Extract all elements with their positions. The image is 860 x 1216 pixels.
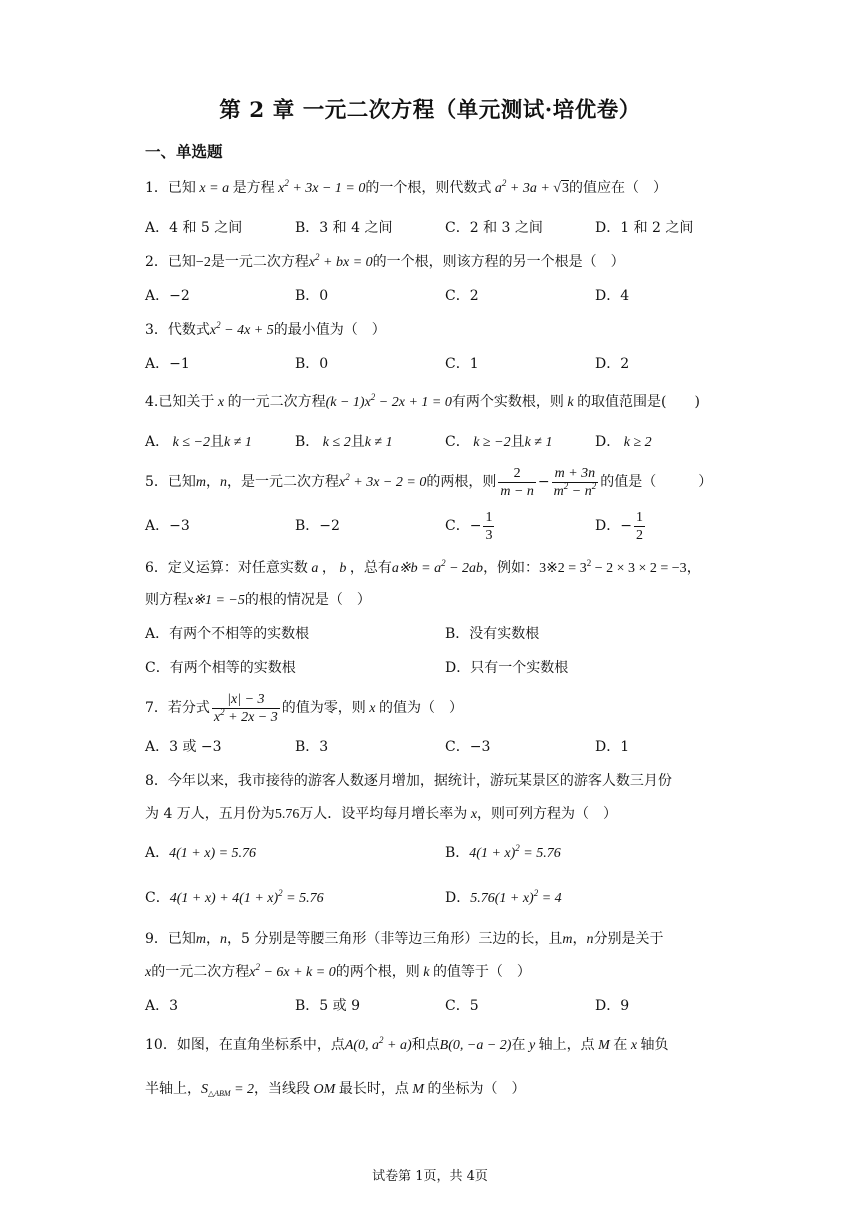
- math-expression: x: [214, 395, 228, 410]
- math-expression: $x^2 + 3x - 1 = 0$: [274, 178, 366, 196]
- question-text: 的根的情况是（ ）: [244, 592, 371, 608]
- question-text: 是方程: [232, 180, 275, 196]
- math-expression: m: [562, 932, 573, 947]
- option-b[interactable]: B．3 和 4 之间: [295, 220, 393, 236]
- option-d[interactable]: D．$5.76(1 + x)^2 = 4$: [445, 888, 562, 906]
- question-10-line-2: [145, 1079, 526, 1100]
- option-a[interactable]: A．有两个不相等的实数根: [145, 626, 310, 642]
- option-c[interactable]: C．有两个相等的实数根: [145, 660, 296, 676]
- question-text: 的一元二次方程: [227, 394, 326, 410]
- option-a[interactable]: A． k ≤ −2且k ≠ 1: [145, 434, 252, 450]
- math-expression: x: [467, 807, 478, 822]
- option-c[interactable]: C．2: [445, 288, 479, 304]
- math-expression: $x^2 - 4x + 5$: [209, 320, 274, 338]
- math-expression: m: [195, 475, 207, 490]
- question-text: 的值等于（ ）: [432, 964, 531, 980]
- question-10: [145, 1035, 669, 1056]
- question-text: 5 分别是等腰三角形（非等边三角形）三边的长，且: [241, 931, 563, 947]
- math-expression: x: [145, 965, 152, 980]
- question-text: 的一元二次方程: [151, 964, 250, 980]
- fraction: $\frac{|x| - 3}{x^2 + 2x - 3}$: [213, 691, 278, 725]
- question-text: 是一元二次方程: [241, 474, 340, 490]
- question-3: [145, 320, 386, 341]
- option-b[interactable]: B．5 或 9: [295, 998, 361, 1014]
- math-expression: k: [419, 965, 433, 980]
- question-8: [145, 771, 672, 791]
- option-d[interactable]: D．4: [595, 288, 630, 304]
- option-d[interactable]: D．只有一个实数根: [445, 660, 569, 676]
- section-heading: 一、单选题: [145, 142, 223, 161]
- question-number: 2．: [145, 254, 168, 270]
- math-expression: $x^2 - 6x + k = 0$: [249, 962, 336, 980]
- question-number: 6．: [145, 560, 168, 576]
- math-expression: m: [195, 932, 207, 947]
- question-text: 今年以来，我市接待的游客人数逐月增加，据统计，游玩某景区的游客人数三月份: [167, 773, 672, 789]
- question-text: 的一个根，则该方程的另一个根是（ ）: [372, 254, 625, 270]
- math-expression: M: [594, 1038, 614, 1053]
- question-text: 已知: [167, 474, 196, 490]
- math-expression: $a^2 + 3a + √3$: [491, 178, 569, 196]
- option-d[interactable]: D．9: [595, 998, 630, 1014]
- question-number: 10．: [145, 1037, 177, 1053]
- option-c[interactable]: C．5: [445, 998, 479, 1014]
- question-text: 的两根，则: [426, 474, 497, 490]
- option-a[interactable]: A．3 或 −3: [145, 739, 222, 755]
- option-c[interactable]: C．− $\frac{1}{3}$: [445, 509, 493, 543]
- question-text: 代数式: [167, 322, 210, 338]
- option-d[interactable]: D．1: [595, 739, 630, 755]
- option-a[interactable]: A．3: [145, 998, 179, 1014]
- option-a[interactable]: A．4 和 5 之间: [145, 220, 243, 236]
- math-expression: $S_{\triangle ABM} = 2$: [201, 1082, 255, 1098]
- question-text: ，: [686, 560, 701, 576]
- question-number: 8．: [145, 773, 168, 789]
- option-b[interactable]: B． k ≤ 2且k ≠ 1: [295, 434, 393, 450]
- question-text: 轴上，点: [538, 1037, 595, 1053]
- question-number: 5．: [145, 474, 168, 490]
- question-text: 的最小值为（ ）: [273, 322, 386, 338]
- math-expression: y: [525, 1038, 539, 1053]
- question-text: 为 4 万人，五月份为: [145, 806, 275, 822]
- math-expression: B(0, −a − 2): [439, 1038, 512, 1053]
- question-8-line-2: [145, 804, 617, 825]
- question-text: 在: [511, 1037, 526, 1053]
- question-text: ，例如：: [483, 560, 540, 576]
- question-text: 则方程: [145, 592, 187, 608]
- question-6: 6．定义运算：对任意实数 a ， b ，总有a※b = $a^2 - 2ab$，例如：3※2 = $3^2 - 2 \times 3 \times 2 = -3$，: [145, 558, 701, 576]
- math-expression: −2: [195, 255, 211, 270]
- question-text: 万人．设平均每月增长率为: [299, 806, 468, 822]
- fraction: $\frac{2}{m - n}$: [500, 465, 534, 499]
- question-text: ，总有: [349, 560, 392, 576]
- option-d[interactable]: D．1 和 2 之间: [595, 220, 694, 236]
- question-text: 的值是（ ）: [600, 474, 713, 490]
- question-text: 轴负: [640, 1037, 669, 1053]
- option-c[interactable]: C．2 和 3 之间: [445, 220, 543, 236]
- question-text: 定义运算：对任意实数: [167, 560, 308, 576]
- question-text: ，则可列方程为（ ）: [477, 806, 618, 822]
- page-footer: 试卷第 1页，共 4页: [372, 1169, 488, 1184]
- option-a[interactable]: A．4(1 + x) = 5.76: [145, 845, 257, 861]
- question-text: 在: [613, 1037, 628, 1053]
- math-expression: x = a: [195, 181, 233, 196]
- option-c[interactable]: C．−3: [445, 739, 491, 755]
- question-number: 3．: [145, 322, 168, 338]
- math-expression: $x^2 + 3x - 2 = 0$: [339, 472, 427, 490]
- math-expression: 5.76: [274, 807, 300, 822]
- question-number: 7．: [145, 700, 168, 716]
- question-text: 已知关于: [158, 394, 215, 410]
- question-text: 已知: [167, 254, 196, 270]
- question-9: 9．已知m，n，5 分别是等腰三角形（非等边三角形）三边的长，且m，n分别是关于: [145, 931, 664, 947]
- option-a[interactable]: A．−1: [145, 356, 190, 372]
- option-d[interactable]: D．− $\frac{1}{2}$: [595, 509, 643, 543]
- option-d[interactable]: D．2: [595, 356, 630, 372]
- question-2: [145, 252, 625, 273]
- question-text: 的两个根，则: [335, 964, 420, 980]
- fraction: $\frac{m + 3n}{m^2 - n^2}$: [553, 465, 597, 499]
- question-7: [145, 690, 463, 727]
- question-text: 有两个实数根，则: [451, 394, 564, 410]
- question-text: 若分式: [167, 700, 210, 716]
- option-c[interactable]: C． k ≥ −2且k ≠ 1: [445, 434, 553, 450]
- question-text: 半轴上，: [145, 1081, 201, 1097]
- option-a[interactable]: A．−3: [145, 518, 190, 534]
- option-b[interactable]: B．$4(1 + x)^2 = 5.76$: [445, 843, 561, 861]
- question-number: 4.: [145, 394, 159, 410]
- question-text: 分别是关于: [593, 931, 664, 947]
- question-text: 已知: [167, 180, 196, 196]
- question-text: 的坐标为（ ）: [427, 1081, 526, 1097]
- option-d[interactable]: D． k ≥ 2: [595, 434, 652, 450]
- question-4: [145, 392, 700, 413]
- math-expression: a※b = $a^2 - 2ab$: [391, 558, 484, 576]
- option-b[interactable]: B．0: [295, 356, 329, 372]
- question-9-line-2: [145, 962, 531, 983]
- math-expression: $(k - 1)x^2 - 2x + 1 = 0$: [325, 392, 452, 410]
- math-expression: OM: [310, 1082, 339, 1097]
- math-expression: M: [408, 1082, 428, 1097]
- math-expression: 3※2 = $3^2 - 2 \times 3 \times 2 = -3$: [539, 558, 687, 576]
- math-expression: A(0, $a^2 + a$): [344, 1035, 412, 1053]
- question-text: 和点: [411, 1037, 440, 1053]
- option-b[interactable]: B．0: [295, 288, 329, 304]
- question-6-line-2: [145, 590, 371, 611]
- math-expression: $x^2$ + bx = 0: [308, 252, 373, 270]
- question-5: 5．已知m，n，是一元二次方程$x^2 + 3x - 2 = 0$的两根，则 $\frac{2}{m - n}$ − $\frac{m + 3n}{m^2 - n^2}$ 的值是（ ）: [145, 465, 713, 499]
- question-text: 的值应在（ ）: [568, 180, 667, 196]
- question-text: 的值为零，则: [281, 700, 366, 716]
- question-text: 的值为（ ）: [378, 700, 463, 716]
- page-title: 第 2 章 一元二次方程（单元测试·培优卷）: [219, 98, 641, 123]
- question-text: ，当线段: [254, 1081, 311, 1097]
- option-b[interactable]: B．没有实数根: [445, 626, 540, 642]
- question-number: 9．: [145, 931, 168, 947]
- question-text: 的一个根，则代数式: [365, 180, 492, 196]
- question-text: 最长时，点: [338, 1081, 409, 1097]
- question-text: 的取值范围是( ): [577, 394, 700, 410]
- math-expression: x: [365, 701, 379, 716]
- question-number: 1．: [145, 180, 168, 196]
- option-c[interactable]: C．$4(1 + x) + 4(1 + x)^2 = 5.76$: [145, 888, 324, 906]
- math-expression: a: [307, 561, 322, 576]
- option-c[interactable]: C．1: [445, 356, 479, 372]
- option-a[interactable]: A．−2: [145, 288, 190, 304]
- option-b[interactable]: B．−2: [295, 518, 340, 534]
- math-expression: x※1 = −5: [187, 593, 245, 608]
- math-expression: x: [627, 1038, 641, 1053]
- option-b[interactable]: B．3: [295, 739, 329, 755]
- question-text: 是一元二次方程: [210, 254, 309, 270]
- math-expression: k: [563, 395, 578, 410]
- question-text: 已知: [167, 931, 196, 947]
- question-text: 如图，在直角坐标系中，点: [176, 1037, 345, 1053]
- question-1: [145, 178, 667, 199]
